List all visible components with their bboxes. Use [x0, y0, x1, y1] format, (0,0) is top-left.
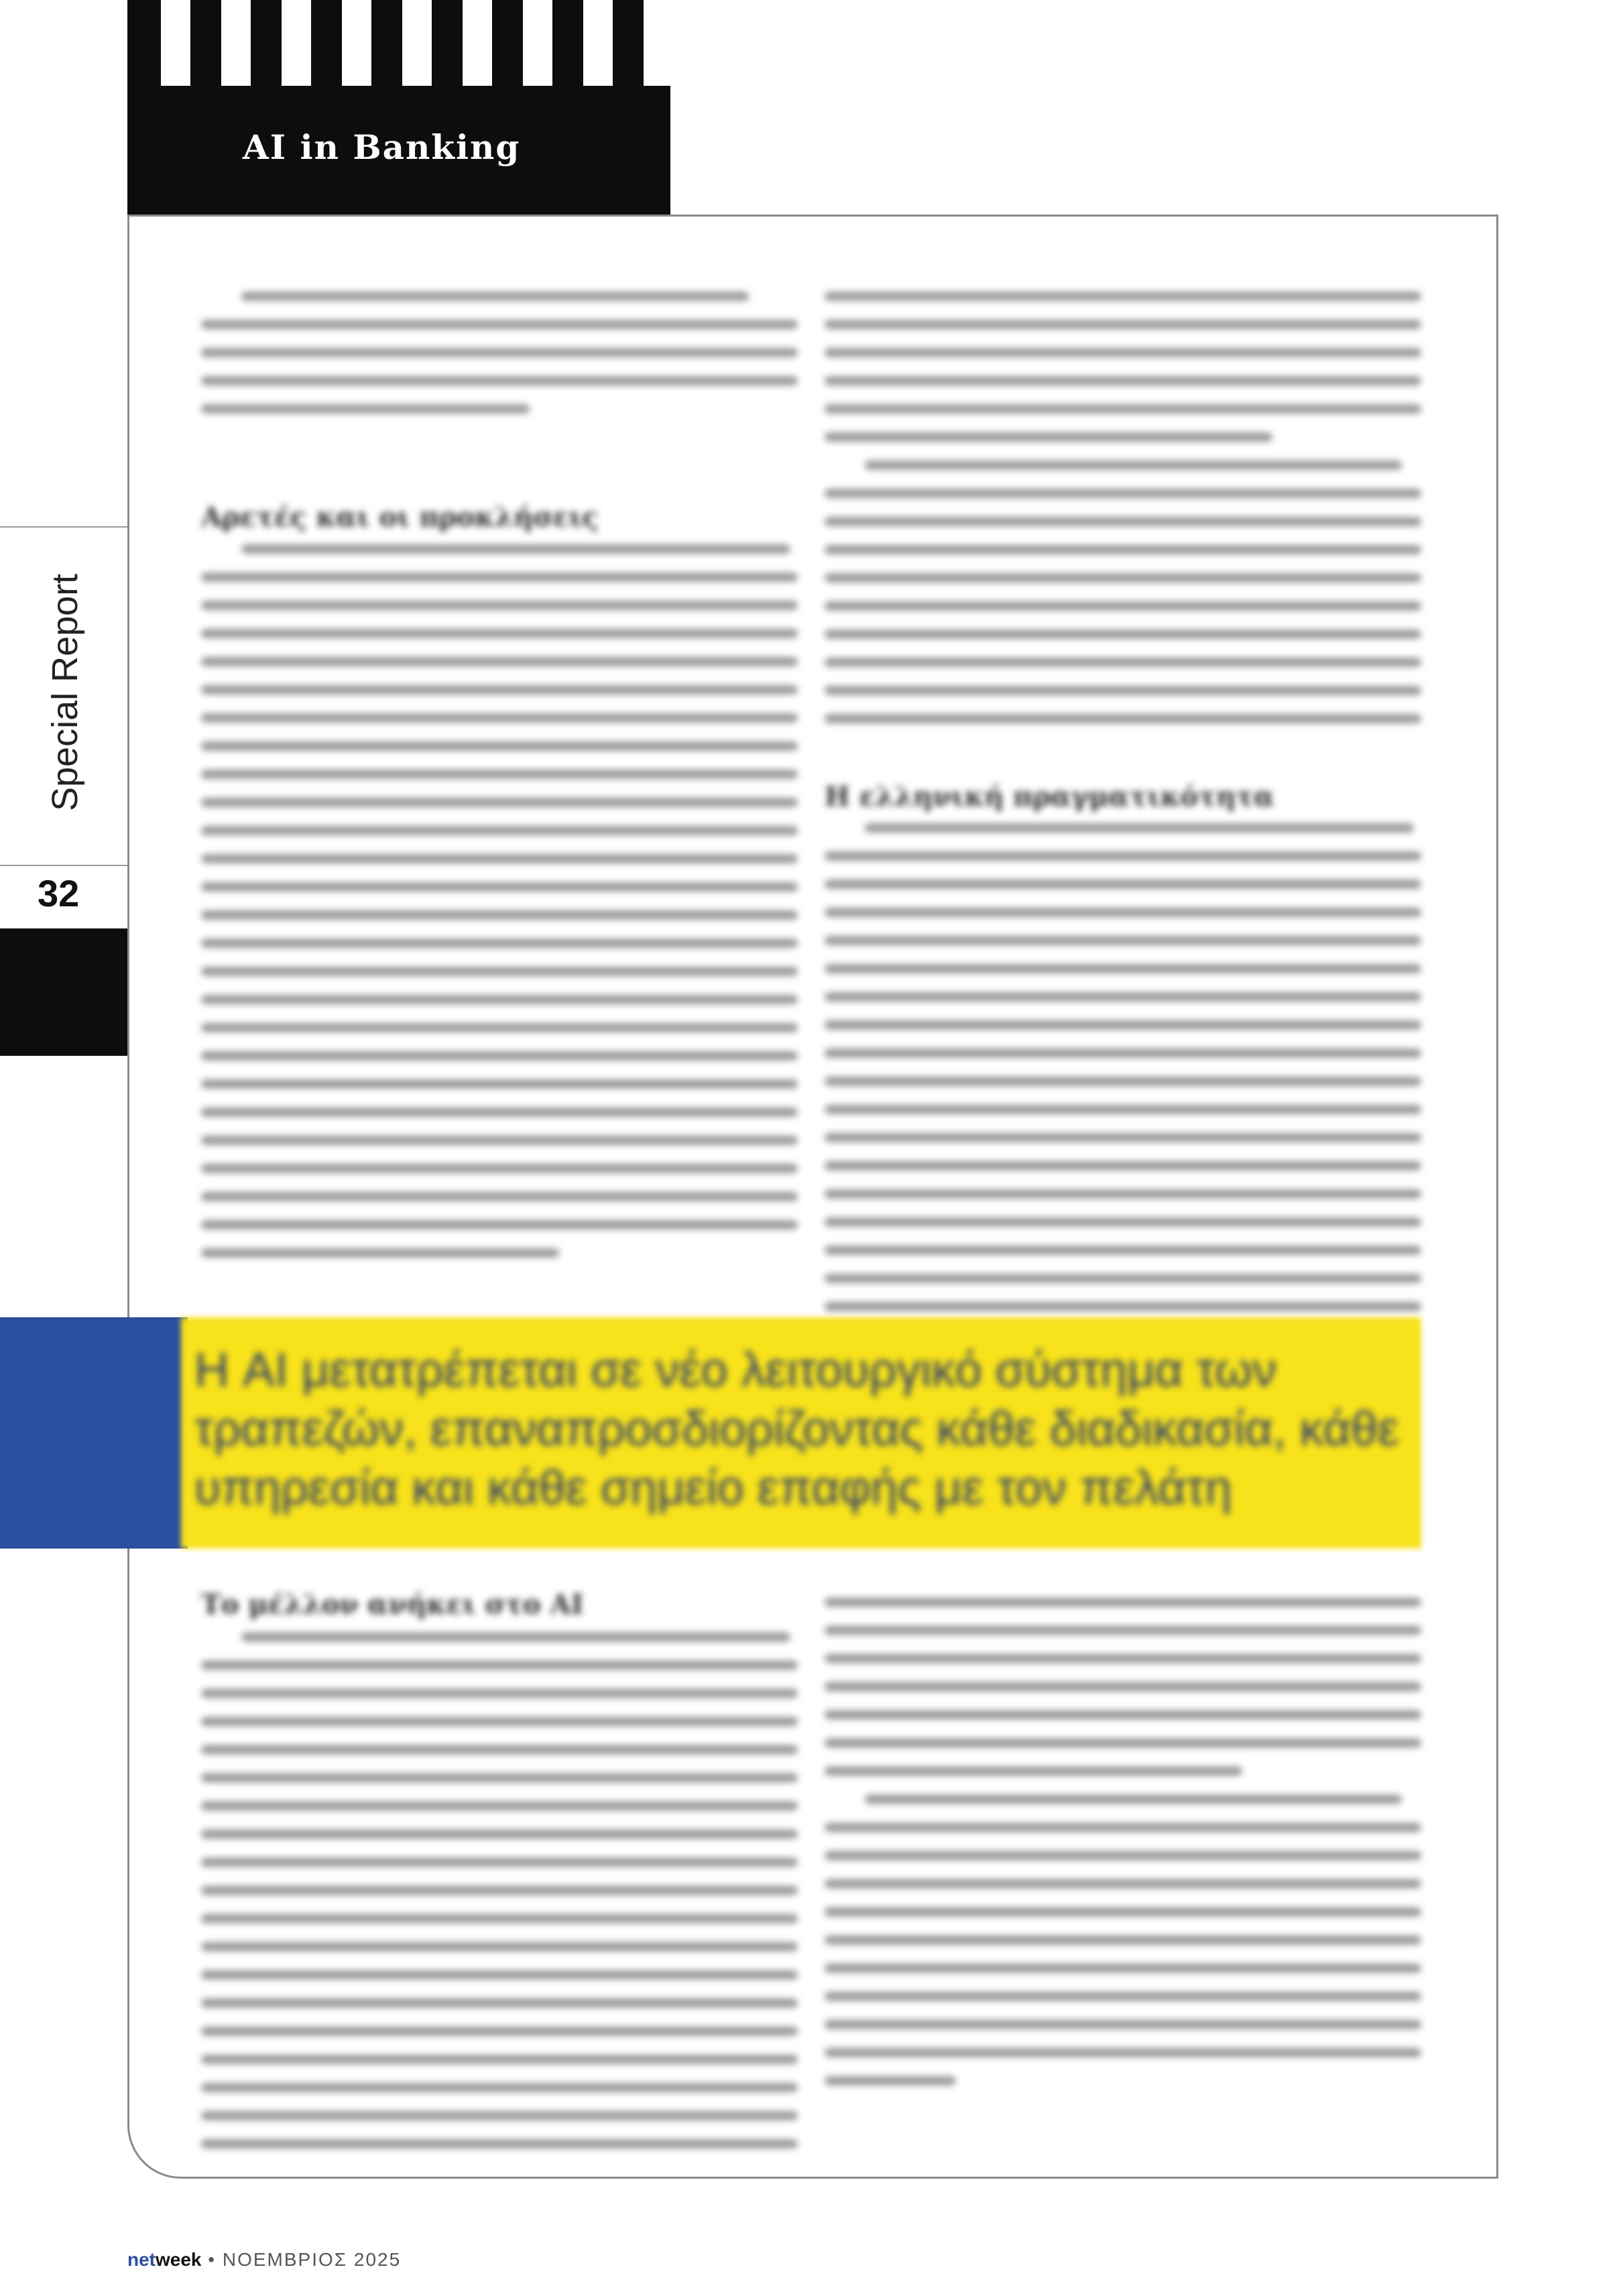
article-column	[201, 1632, 798, 2167]
blue-tab	[0, 1317, 188, 1549]
special-report-label: Special Report	[45, 573, 85, 811]
footer	[127, 2249, 401, 2271]
header-stripes	[127, 0, 670, 86]
article-column	[201, 544, 798, 1276]
subheading: Το μέλλον ανήκει στο AI	[201, 1589, 584, 1620]
subheading: Η ελληνική πραγματικότητα	[825, 781, 1275, 812]
black-tab	[0, 928, 127, 1056]
pull-quote: Η AI μετατρέπεται σε νέο λειτουργικό σύστημα των τραπεζών, επαναπροσδιορίζοντας κάθε διαδικασία, κάθε υπηρεσία και κάθε σημείο επαφής με τον πελάτη	[194, 1343, 1400, 1515]
article-column	[825, 823, 1421, 1330]
article-column	[201, 292, 798, 432]
footer-separator: •	[208, 2249, 217, 2270]
margin-divider	[0, 865, 127, 866]
issue-date: ΝΟΕΜΒΡΙΟΣ 2025	[222, 2249, 402, 2270]
section-title: AI in Banking	[243, 127, 521, 167]
section-header	[127, 0, 670, 216]
brand-logo-week: week	[156, 2249, 202, 2270]
brand-logo-net: net	[127, 2249, 156, 2270]
article-column	[825, 292, 1421, 742]
page-number: 32	[38, 872, 80, 914]
subheading: Αρετές και οι προκλήσεις	[201, 501, 599, 533]
article-column	[825, 1597, 1421, 2104]
margin-divider	[0, 526, 127, 528]
